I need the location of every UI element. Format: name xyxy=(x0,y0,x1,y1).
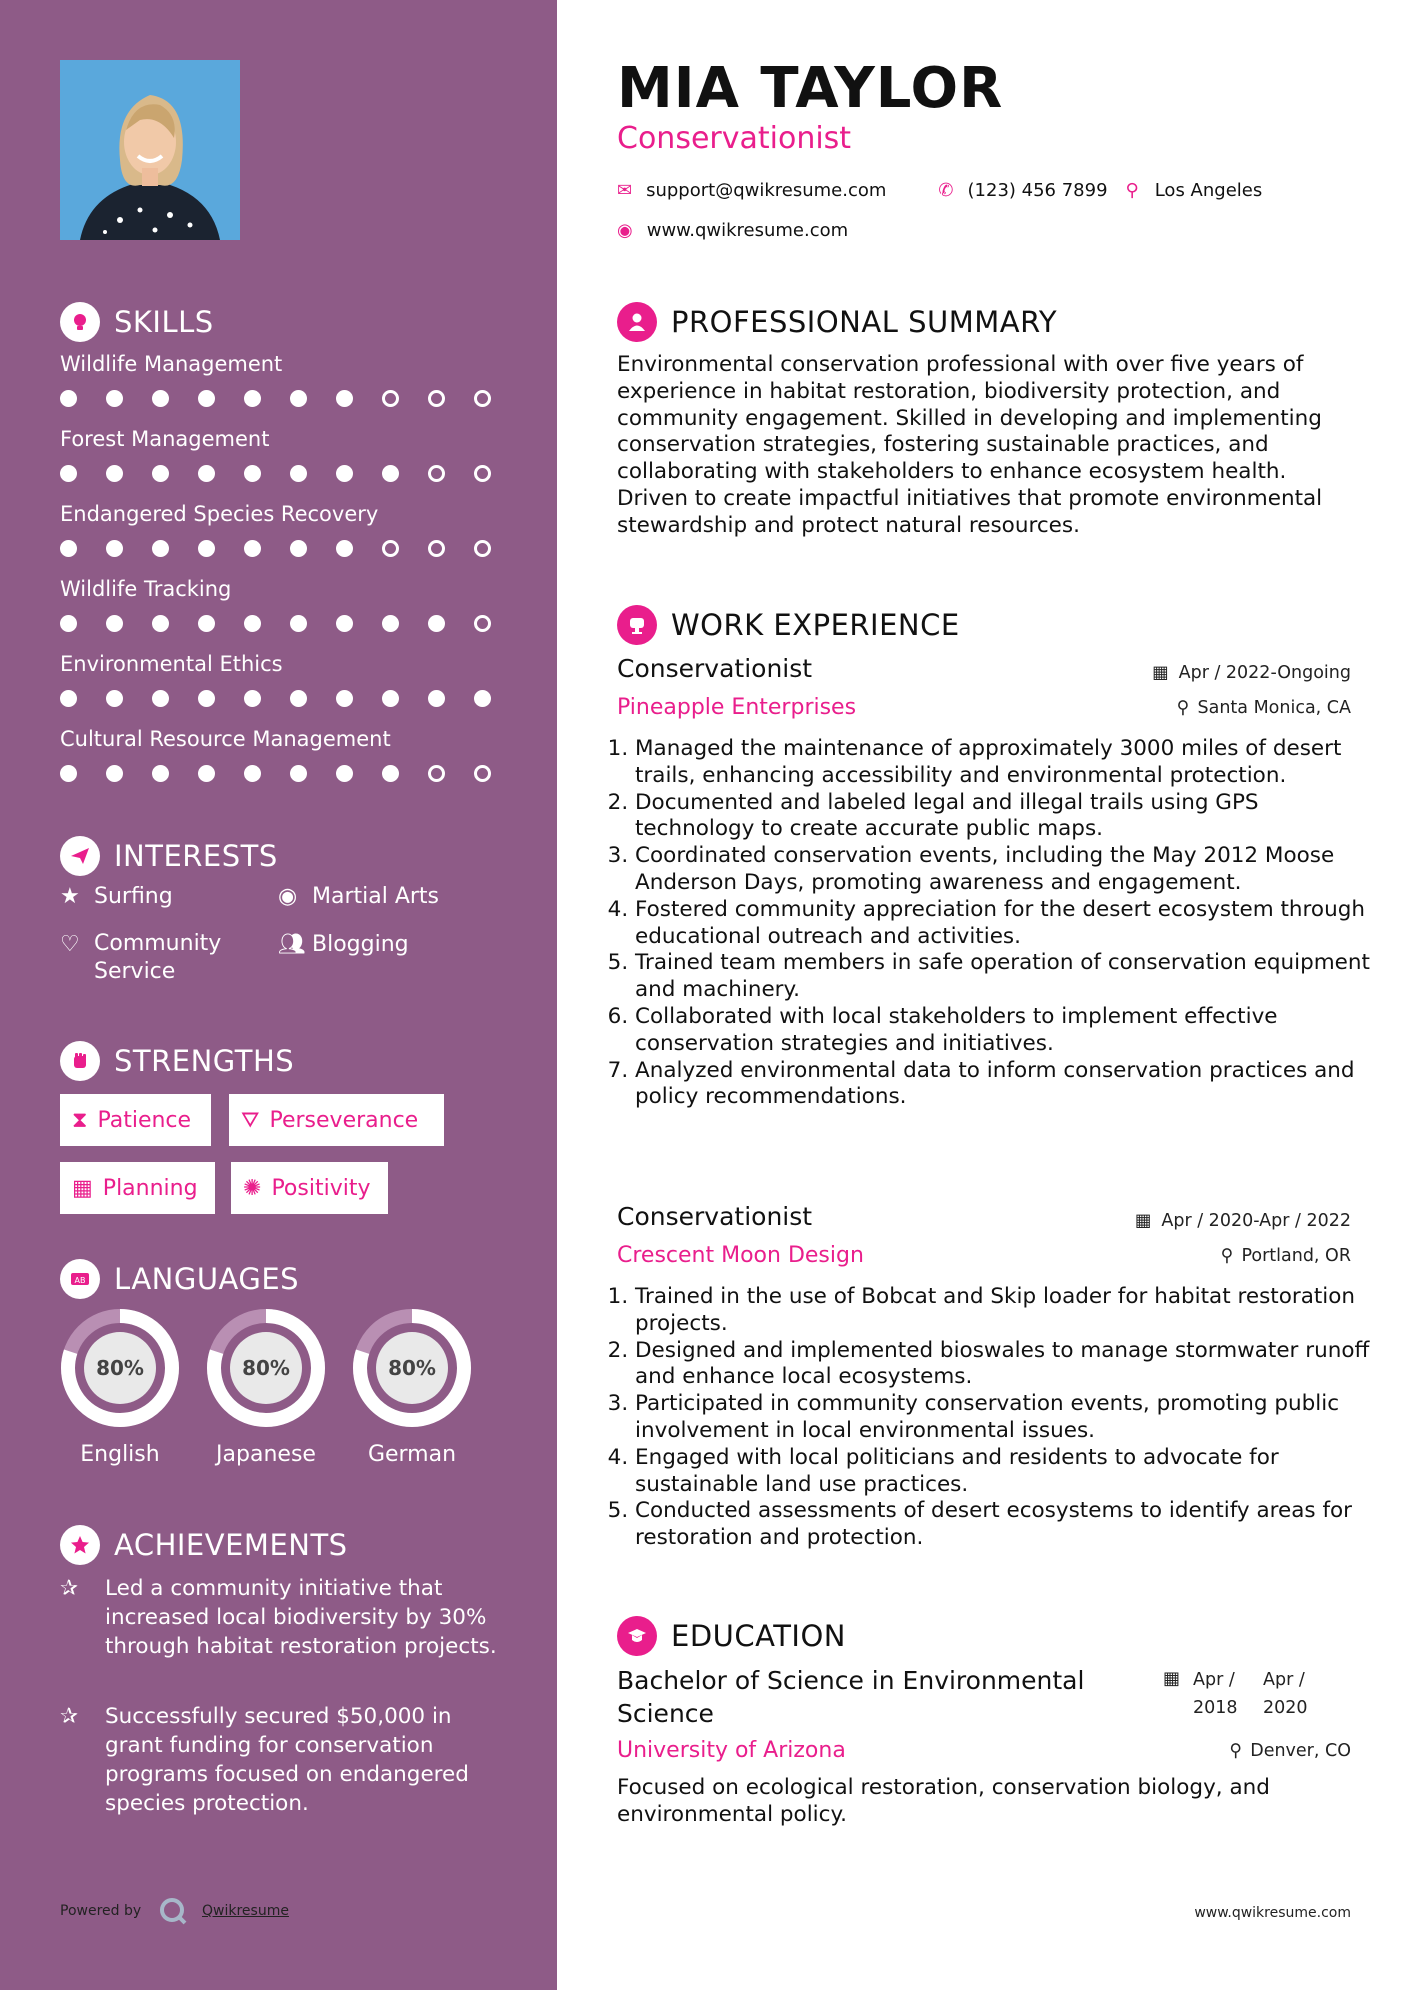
rating-dot-filled xyxy=(336,540,353,557)
skill-name: Forest Management xyxy=(60,427,270,451)
hourglass-icon: ⧗ xyxy=(72,1107,88,1133)
rating-dot-filled xyxy=(290,465,307,482)
strength-label: Planning xyxy=(102,1175,198,1201)
rating-dot-filled xyxy=(152,540,169,557)
website-link[interactable]: www.qwikresume.com xyxy=(646,220,849,241)
language-name: English xyxy=(80,1442,160,1467)
interests-heading xyxy=(60,836,278,876)
rating-dot-filled xyxy=(244,690,261,707)
rating-dot-filled xyxy=(106,390,123,407)
rating-dot-filled xyxy=(198,690,215,707)
duty-item: 4. Engaged with local politicians and residents to advocate for sustainable land use practices. xyxy=(635,1445,1375,1499)
globe-icon: ◉ xyxy=(617,220,633,241)
profile-photo xyxy=(60,60,240,240)
star-icon: ★ xyxy=(60,884,80,909)
rating-dot-empty xyxy=(474,390,491,407)
rating-dot-filled xyxy=(428,690,445,707)
duty-item: 2. Designed and implemented bioswales to manage stormwater runoff and enhance local ecosystems. xyxy=(635,1338,1375,1392)
rating-dot-filled xyxy=(106,540,123,557)
rating-dot-filled xyxy=(244,465,261,482)
interest-item xyxy=(60,932,260,986)
degree-title: Bachelor of Science in Environmental Science xyxy=(617,1666,1085,1728)
skill-rating xyxy=(60,465,520,482)
rating-dot-filled xyxy=(382,690,399,707)
skill-rating xyxy=(60,765,520,782)
rating-dot-filled xyxy=(244,765,261,782)
star-badge-icon xyxy=(60,1525,100,1565)
rating-dot-filled xyxy=(152,690,169,707)
strength-label: Positivity xyxy=(271,1175,371,1201)
education-heading xyxy=(617,1616,846,1656)
rating-dot-filled xyxy=(382,765,399,782)
briefcase-icon xyxy=(617,605,657,645)
duty-item: 3. Participated in community conservation events, promoting public involvement in local environmental issues. xyxy=(635,1391,1375,1445)
company-name: Crescent Moon Design xyxy=(617,1243,864,1268)
heart-icon: ♡ xyxy=(60,932,80,957)
rating-dot-filled xyxy=(290,765,307,782)
road-icon: ⛛ xyxy=(241,1107,260,1133)
rating-dot-filled xyxy=(290,690,307,707)
rating-dot-filled xyxy=(382,615,399,632)
language-percent: 80% xyxy=(388,1356,436,1380)
skill-rating xyxy=(60,690,520,707)
rating-dot-filled xyxy=(474,690,491,707)
job-location xyxy=(1177,698,1351,718)
job-dates-text: Apr / 2020-Apr / 2022 xyxy=(1161,1211,1351,1231)
experience-heading xyxy=(617,605,960,645)
paper-plane-icon xyxy=(60,836,100,876)
job-location-text: Santa Monica, CA xyxy=(1197,698,1351,718)
job-location-text: Portland, OR xyxy=(1241,1246,1351,1266)
powered-by-label: Powered by xyxy=(60,1903,142,1919)
interest-item xyxy=(60,884,260,909)
rating-dot-filled xyxy=(152,615,169,632)
rating-dot-filled xyxy=(106,615,123,632)
job-title: Conservationist xyxy=(617,1202,813,1231)
achievement-item xyxy=(60,1574,500,1661)
rating-dot-filled xyxy=(152,465,169,482)
footer-website: www.qwikresume.com xyxy=(1194,1905,1351,1921)
rating-dot-filled xyxy=(60,540,77,557)
language-name: German xyxy=(367,1442,457,1467)
language-percent: 80% xyxy=(96,1356,144,1380)
duties-list xyxy=(613,736,1375,1111)
experience-heading-text: WORK EXPERIENCE xyxy=(671,608,960,642)
strength-badge xyxy=(60,1094,211,1146)
sun-icon: ✺ xyxy=(243,1175,262,1201)
fist-icon xyxy=(60,1041,100,1081)
education-end xyxy=(1263,1666,1308,1722)
skill-name: Wildlife Management xyxy=(60,352,283,376)
rating-dot-filled xyxy=(244,540,261,557)
job-dates xyxy=(1152,663,1351,683)
duty-item: 7. Analyzed environmental data to inform conservation practices and policy recommendations. xyxy=(635,1058,1375,1112)
interest-item xyxy=(278,932,518,957)
duty-item: 3. Coordinated conservation events, including the May 2012 Moose Anderson Days, promoting awareness and engagement. xyxy=(635,843,1375,897)
achievement-text: Successfully secured $50,000 in grant funding for conservation programs focused on endangered species protection. xyxy=(105,1704,469,1816)
interest-label: Community Service xyxy=(94,931,222,984)
email-link[interactable]: support@qwikresume.com xyxy=(646,180,887,201)
skill-name: Environmental Ethics xyxy=(60,652,283,676)
skill-rating xyxy=(60,540,520,557)
skill-name: Cultural Resource Management xyxy=(60,727,391,751)
rating-dot-filled xyxy=(336,690,353,707)
language-gauge xyxy=(59,1307,181,1429)
company-name: Pineapple Enterprises xyxy=(617,695,857,720)
duty-item: 1. Managed the maintenance of approximately 3000 miles of desert trails, enhancing accessibility and environmental protection. xyxy=(635,736,1375,790)
education-end-month: Apr / xyxy=(1263,1670,1305,1690)
pin-icon: ⚲ xyxy=(1176,698,1190,718)
rating-dot-filled xyxy=(290,540,307,557)
language-gauge xyxy=(351,1307,473,1429)
achievements-heading-text: ACHIEVEMENTS xyxy=(114,1528,348,1562)
duty-item: 6. Collaborated with local stakeholders to implement effective conservation strategies and initiatives. xyxy=(635,1004,1375,1058)
rating-dot-empty xyxy=(474,615,491,632)
calendar-icon: ▦ xyxy=(1163,1668,1181,1689)
education-start-month: Apr / xyxy=(1193,1670,1235,1690)
summary-text: Environmental conservation professional with over five years of experience in habitat restoration, biodiversity protection, and community engagement. Skilled in developing and implementing conservation strategies, fostering sustainable practices, and collaborating with stakeholders to enhance ecosystem health. Driven to create impactful initiatives that promote environmental stewardship and protect natural resources. xyxy=(617,352,1323,538)
users-icon: 👥︎ xyxy=(278,932,306,957)
interest-label: Surfing xyxy=(94,884,173,909)
rating-dot-empty xyxy=(382,540,399,557)
interest-label: Blogging xyxy=(312,932,409,957)
globe-icon: ◉ xyxy=(278,884,298,909)
language-ring xyxy=(351,1307,473,1429)
duty-item: 4. Fostered community appreciation for the desert ecosystem through educational outreach and activities. xyxy=(635,897,1375,951)
education-location xyxy=(1229,1741,1351,1761)
calendar-icon: ▦ xyxy=(1134,1211,1152,1231)
education-heading-text: EDUCATION xyxy=(671,1619,847,1653)
education-description: Focused on ecological restoration, conservation biology, and environmental policy. xyxy=(617,1775,1270,1827)
phone-number: (123) 456 7899 xyxy=(967,180,1108,201)
skills-heading xyxy=(60,302,214,342)
pin-icon: ⚲ xyxy=(1220,1246,1234,1266)
svg-text:AB: AB xyxy=(74,1276,86,1285)
rating-dot-filled xyxy=(60,390,77,407)
rating-dot-filled xyxy=(60,690,77,707)
education-start xyxy=(1193,1666,1238,1722)
summary-heading xyxy=(617,302,1057,342)
rating-dot-filled xyxy=(428,615,445,632)
achievement-item xyxy=(60,1702,500,1818)
language-gauge xyxy=(205,1307,327,1429)
rating-dot-filled xyxy=(244,390,261,407)
rating-dot-filled xyxy=(60,765,77,782)
rating-dot-empty xyxy=(428,765,445,782)
education-end-year: 2020 xyxy=(1263,1698,1308,1718)
rating-dot-empty xyxy=(474,765,491,782)
strength-label: Perseverance xyxy=(269,1107,419,1133)
rating-dot-empty xyxy=(428,465,445,482)
job-title: Conservationist xyxy=(617,654,813,683)
rating-dot-empty xyxy=(428,540,445,557)
duty-item: 2. Documented and labeled legal and illegal trails using GPS technology to create accurate public maps. xyxy=(635,790,1375,844)
phone-icon: ✆ xyxy=(938,180,954,201)
duty-item: 5. Conducted assessments of desert ecosystems to identify areas for restoration and protection. xyxy=(635,1498,1375,1552)
languages-heading-text: LANGUAGES xyxy=(114,1262,300,1296)
star-icon: ✰ xyxy=(60,1704,79,1729)
language-percent: 80% xyxy=(242,1356,290,1380)
rating-dot-filled xyxy=(290,390,307,407)
duty-item: 5. Trained team members in safe operation of conservation equipment and machinery. xyxy=(635,950,1375,1004)
rating-dot-filled xyxy=(106,465,123,482)
job-dates xyxy=(1135,1211,1351,1231)
map-pin-icon: ⚲ xyxy=(1125,180,1139,201)
rating-dot-filled xyxy=(336,390,353,407)
rating-dot-filled xyxy=(198,615,215,632)
rating-dot-empty xyxy=(428,390,445,407)
rating-dot-filled xyxy=(336,465,353,482)
language-ring xyxy=(59,1307,181,1429)
skills-heading-text: SKILLS xyxy=(114,305,214,339)
interest-item xyxy=(278,884,518,909)
education-location-text: Denver, CO xyxy=(1250,1741,1351,1761)
rating-dot-filled xyxy=(244,615,261,632)
rating-dot-empty xyxy=(474,465,491,482)
strength-badge xyxy=(60,1162,215,1214)
lightbulb-icon xyxy=(60,302,100,342)
skill-name: Wildlife Tracking xyxy=(60,577,232,601)
achievements-heading xyxy=(60,1525,348,1565)
education-start-year: 2018 xyxy=(1193,1698,1238,1718)
calendar-icon: ▦ xyxy=(1152,663,1169,683)
rating-dot-filled xyxy=(382,465,399,482)
sidebar xyxy=(0,0,557,1990)
candidate-title: Conservationist xyxy=(617,121,852,156)
duties-list xyxy=(613,1284,1375,1552)
strength-badge xyxy=(229,1094,444,1146)
website-row xyxy=(617,220,848,241)
rating-dot-filled xyxy=(198,390,215,407)
main-content xyxy=(557,0,1407,1990)
calendar-icon: ▦ xyxy=(72,1175,93,1201)
rating-dot-filled xyxy=(198,765,215,782)
user-icon xyxy=(617,302,657,342)
rating-dot-filled xyxy=(152,765,169,782)
rating-dot-filled xyxy=(198,540,215,557)
languages-heading xyxy=(60,1259,299,1299)
strengths-heading-text: STRENGTHS xyxy=(114,1044,295,1078)
rating-dot-filled xyxy=(336,615,353,632)
summary-heading-text: PROFESSIONAL SUMMARY xyxy=(671,305,1058,339)
rating-dot-filled xyxy=(290,615,307,632)
pin-icon: ⚲ xyxy=(1229,1741,1243,1761)
rating-dot-filled xyxy=(60,465,77,482)
strengths-heading xyxy=(60,1041,294,1081)
strength-label: Patience xyxy=(97,1107,192,1133)
contact-row xyxy=(617,180,1262,201)
duty-item: 1. Trained in the use of Bobcat and Skip loader for habitat restoration projects. xyxy=(635,1284,1375,1338)
graduation-cap-icon xyxy=(617,1616,657,1656)
qwikresume-logo-icon xyxy=(158,1896,188,1926)
qwikresume-link[interactable]: Qwikresume xyxy=(202,1903,289,1919)
interests-heading-text: INTERESTS xyxy=(114,839,278,873)
interest-label: Martial Arts xyxy=(312,884,440,909)
rating-dot-filled xyxy=(336,765,353,782)
rating-dot-filled xyxy=(106,765,123,782)
rating-dot-filled xyxy=(152,390,169,407)
school-name: University of Arizona xyxy=(617,1738,846,1763)
language-icon xyxy=(60,1259,100,1299)
location-text: Los Angeles xyxy=(1154,180,1263,201)
rating-dot-filled xyxy=(106,690,123,707)
strength-badge xyxy=(231,1162,388,1214)
job-dates-text: Apr / 2022-Ongoing xyxy=(1178,663,1351,683)
language-ring xyxy=(205,1307,327,1429)
rating-dot-filled xyxy=(198,465,215,482)
rating-dot-empty xyxy=(474,540,491,557)
rating-dot-empty xyxy=(382,390,399,407)
language-name: Japanese xyxy=(216,1442,316,1467)
skill-rating xyxy=(60,615,520,632)
achievement-text: Led a community initiative that increased local biodiversity by 30% through habitat restoration projects. xyxy=(105,1576,497,1659)
job-location xyxy=(1221,1246,1351,1266)
rating-dot-filled xyxy=(60,615,77,632)
star-icon: ✰ xyxy=(60,1576,79,1601)
candidate-name: MIA TAYLOR xyxy=(617,56,1004,121)
skill-name: Endangered Species Recovery xyxy=(60,502,379,526)
skill-rating xyxy=(60,390,520,407)
envelope-icon: ✉ xyxy=(617,180,633,201)
